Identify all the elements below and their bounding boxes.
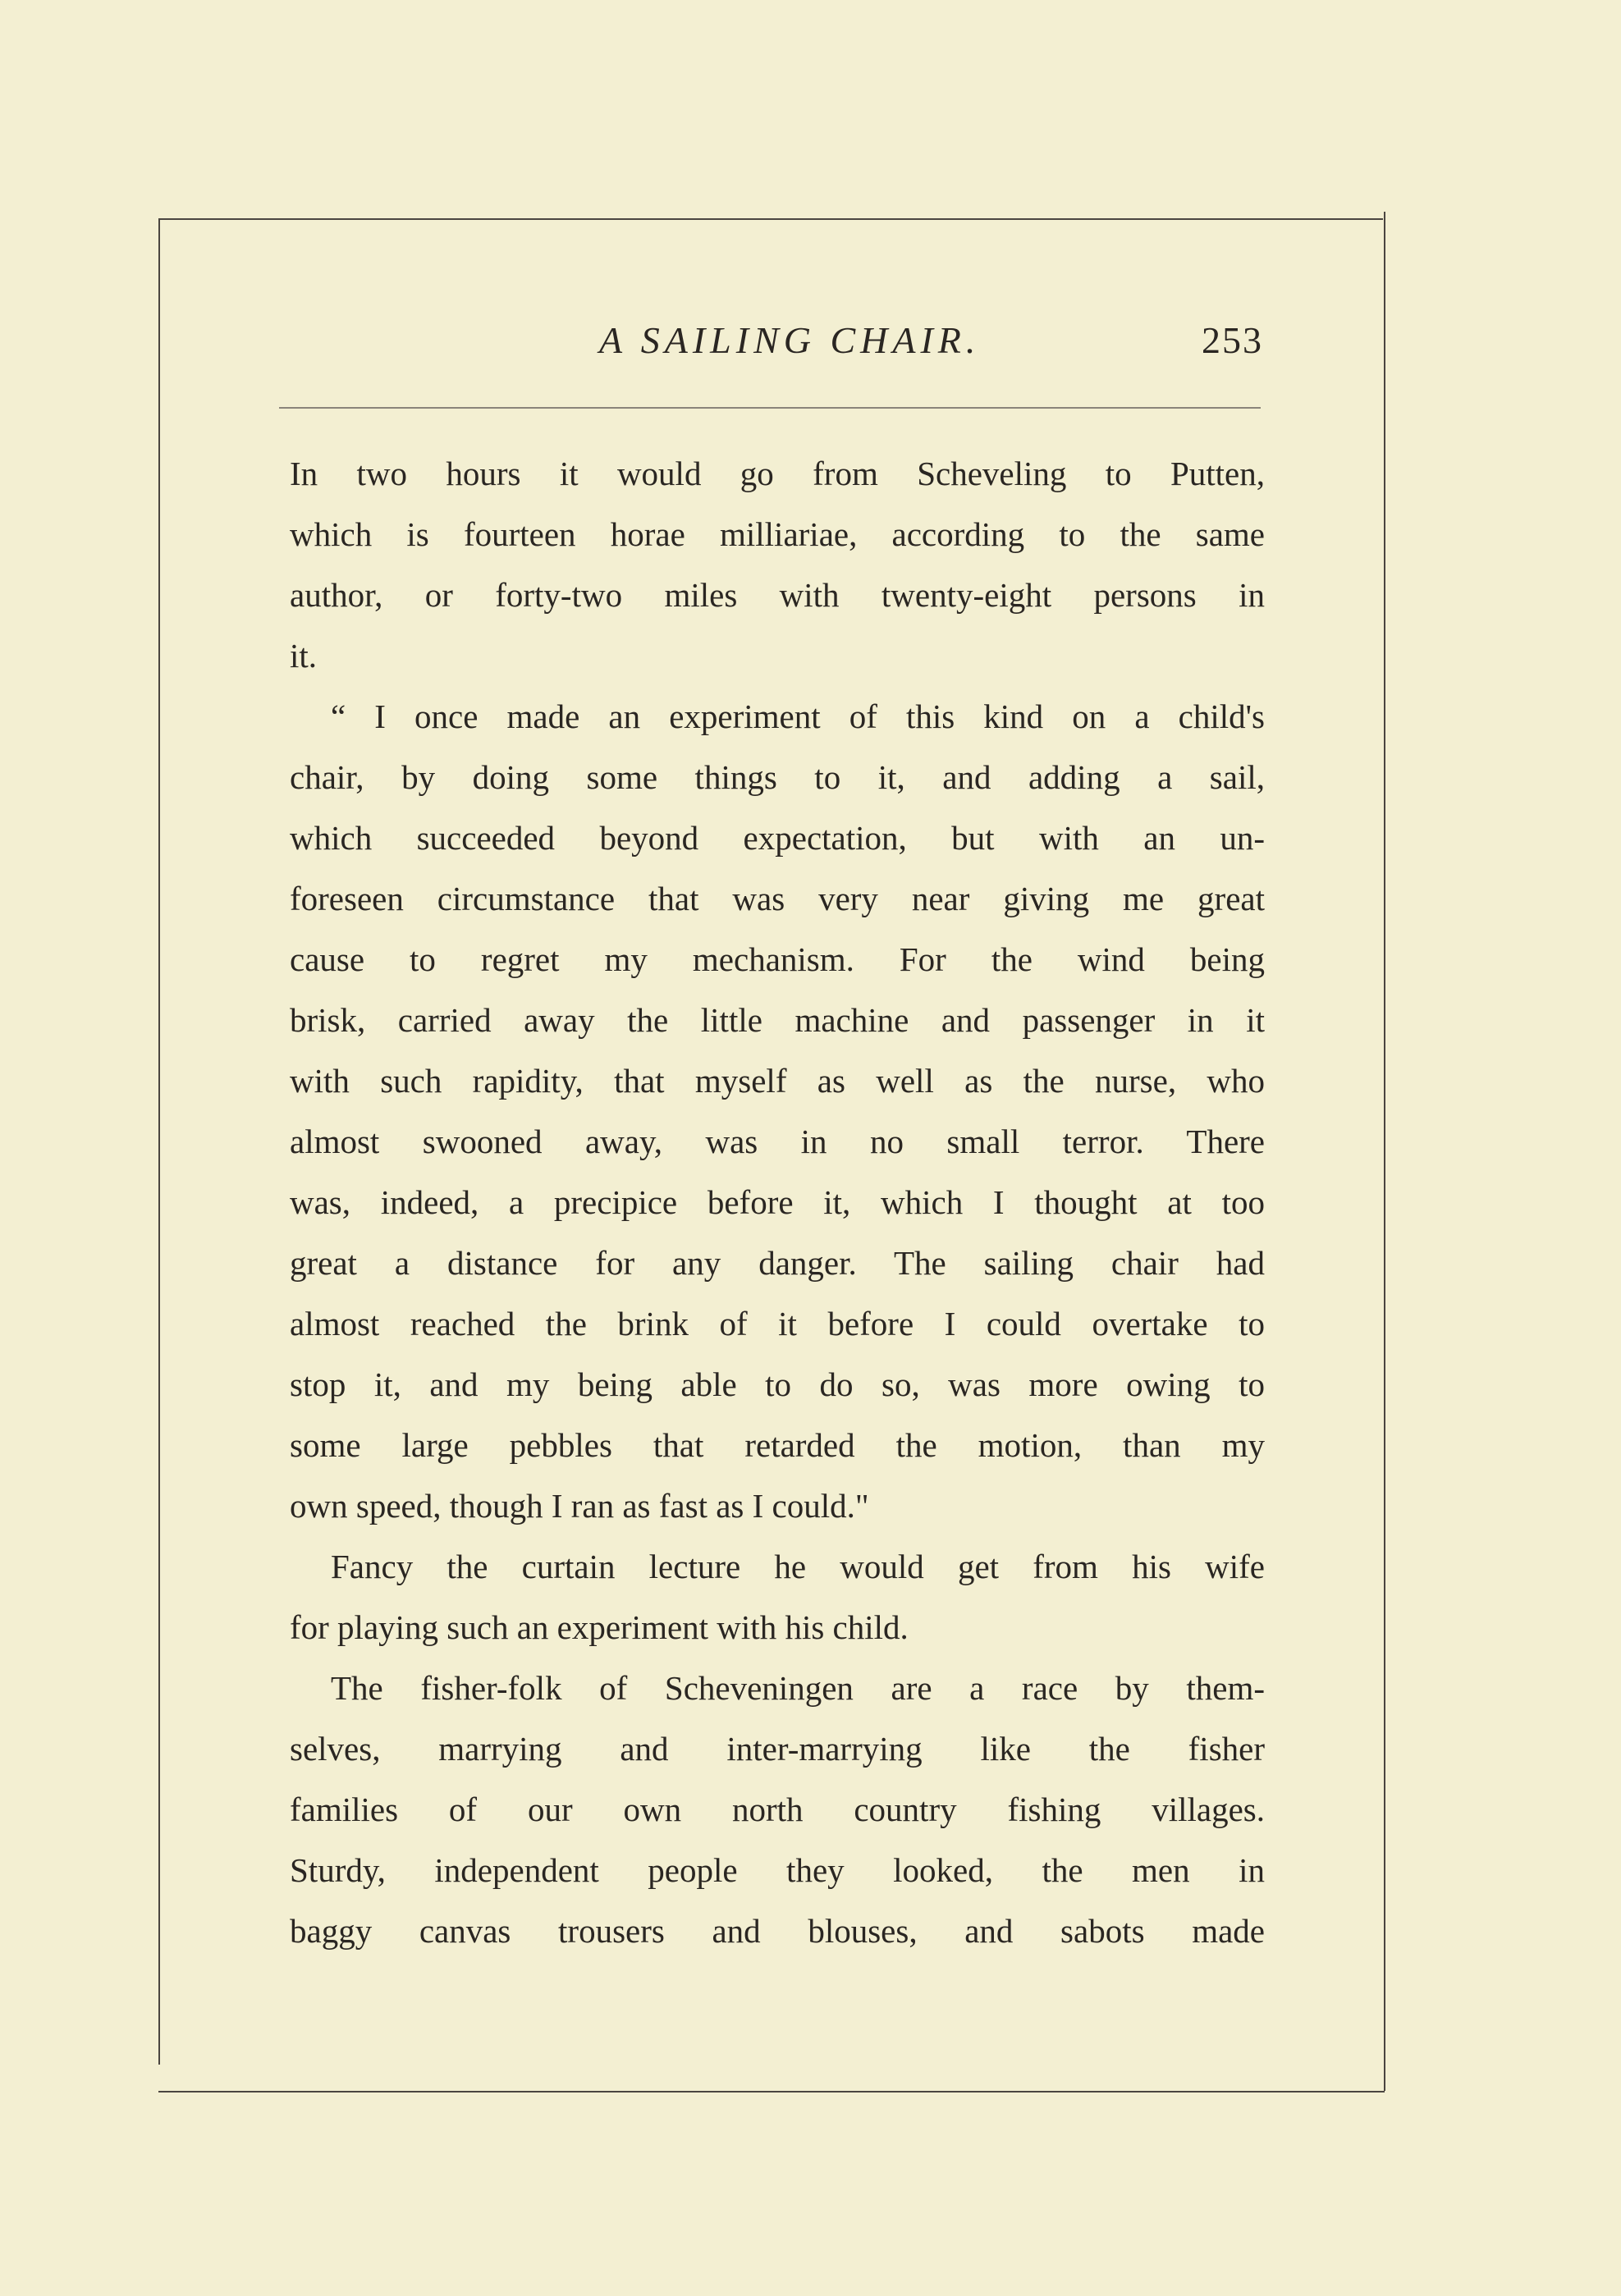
text-line: own speed, though I ran as fast as I could.": [290, 1487, 869, 1525]
text-line: which succeeded beyond expectation, but with an un-: [290, 819, 1265, 857]
text-line: cause to regret my mechanism. For the wind being: [290, 940, 1265, 978]
text-line: The fisher-folk of Scheveningen are a race by them-: [331, 1669, 1265, 1707]
running-title: A SAILING CHAIR.: [599, 319, 981, 361]
text-line: for playing such an experiment with his child.: [290, 1608, 909, 1646]
text-line: some large pebbles that retarded the motion, than my: [290, 1426, 1265, 1464]
page-border-left: [158, 218, 160, 2065]
text-line: chair, by doing some things to it, and adding a sail,: [290, 758, 1265, 796]
page-border-top: [158, 218, 1383, 220]
text-line: baggy canvas trousers and blouses, and sabots made: [290, 1912, 1265, 1950]
text-line: which is fourteen horae milliariae, according to the same: [290, 515, 1265, 553]
text-line: foreseen circumstance that was very near giving me great: [290, 880, 1265, 917]
header-rule: [279, 407, 1261, 409]
text-line: selves, marrying and inter-marrying like the fisher: [290, 1730, 1265, 1768]
text-line: with such rapidity, that myself as well as the nurse, who: [290, 1062, 1265, 1100]
text-line: families of our own north country fishing villages.: [290, 1791, 1265, 1828]
body-text: [290, 443, 1265, 1961]
text-line: In two hours it would go from Scheveling to Putten,: [290, 455, 1265, 492]
text-line: great a distance for any danger. The sailing chair had: [290, 1244, 1265, 1282]
text-line: author, or forty-two miles with twenty-eight persons in: [290, 576, 1265, 614]
text-line: “ I once made an experiment of this kind on a child's: [331, 697, 1265, 735]
page-border-right: [1384, 212, 1385, 2091]
text-line: was, indeed, a precipice before it, which I thought at too: [290, 1183, 1265, 1221]
text-line: stop it, and my being able to do so, was more owing to: [290, 1365, 1265, 1403]
page-number: 253: [1202, 319, 1263, 361]
page-border-bottom: [158, 2091, 1385, 2092]
text-line: Sturdy, independent people they looked, the men in: [290, 1851, 1265, 1889]
text-line: almost swooned away, was in no small terror. There: [290, 1123, 1265, 1160]
text-line: Fancy the curtain lecture he would get from his wife: [331, 1548, 1265, 1585]
text-line: it.: [290, 637, 318, 675]
text-line: almost reached the brink of it before I could overtake to: [290, 1305, 1265, 1342]
text-line: brisk, carried away the little machine and passenger in it: [290, 1001, 1265, 1039]
running-head: [279, 318, 1264, 376]
